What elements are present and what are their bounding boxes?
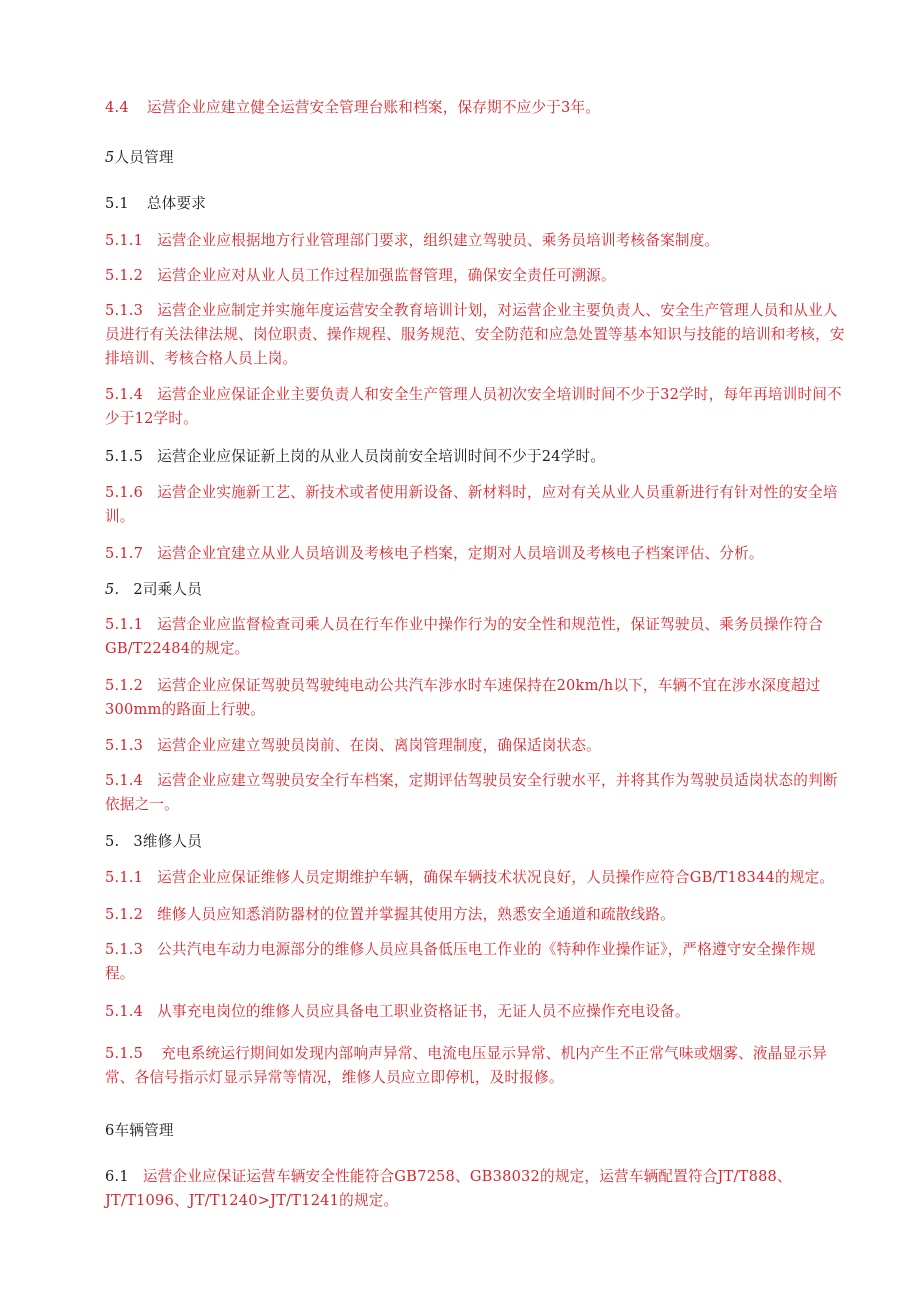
clause-4-4: 4.4 运营企业应建立健全运营安全管理台账和档案，保存期不应少于3年。 xyxy=(105,99,601,116)
clause-5-2-3: 5.1.3 运营企业应建立驾驶员岗前、在岗、离岗管理制度，确保适岗状态。 xyxy=(105,737,601,754)
clause-6-1: 6.1 运营企业应保证运营车辆安全性能符合GB7258、GB38032的规定，运营车辆配置符合JT/T888、JT/T1096、JT/T1240>JT/T1241的规定。 xyxy=(105,1168,792,1209)
clause-5-1-6: 5.1.6 运营企业实施新工艺、新技术或者使用新设备、新材料时，应对有关从业人员重新进行有针对性的安全培训。 xyxy=(105,484,838,525)
section-heading-5: 5人员管理 xyxy=(105,149,174,166)
clause-5-3-3: 5.1.3 公共汽电车动力电源部分的维修人员应具备低压电工作业的《特种作业操作证》，严格遵守安全操作规程。 xyxy=(105,941,816,982)
clause-5-1-1: 5.1.1 运营企业应根据地方行业管理部门要求，组织建立驾驶员、乘务员培训考核备案制度。 xyxy=(105,232,720,249)
clause-5-3-4: 5.1.4 从事充电岗位的维修人员应具备电工职业资格证书，无证人员不应操作充电设备。 xyxy=(105,1003,690,1020)
clause-5-1: 5.1 总体要求 xyxy=(105,195,206,212)
clause-5-3-5: 5.1.5 充电系统运行期间如发现内部响声异常、电流电压显示异常、机内产生不正常气味或烟雾、液晶显示异常、各信号指示灯显示异常等情况，维修人员应立即停机，及时报修。 xyxy=(105,1045,827,1086)
clause-5-1-4: 5.1.4 运营企业应保证企业主要负责人和安全生产管理人员初次安全培训时间不少于32学时，每年再培训时间不少于12学时。 xyxy=(105,386,842,427)
clause-5-1-3: 5.1.3 运营企业应制定并实施年度运营安全教育培训计划，对运营企业主要负责人、安全生产管理人员和从业人员进行有关法律法规、岗位职责、操作规程、服务规范、安全防范和应急处置等基本知识与技能的培训和考核，安排培训、考核合格人员上岗。 xyxy=(105,302,845,367)
clause-5-2-4: 5.1.4 运营企业应建立驾驶员安全行车档案，定期评估驾驶员安全行驶水平，并将其作为驾驶员适岗状态的判断依据之一。 xyxy=(105,772,838,813)
clause-5-3-1: 5.1.1 运营企业应保证维修人员定期维护车辆，确保车辆技术状况良好，人员操作应符合GB/T18344的规定。 xyxy=(105,869,835,886)
clause-5-1-7: 5.1.7 运营企业宜建立从业人员培训及考核电子档案，定期对人员培训及考核电子档案评估、分析。 xyxy=(105,545,764,562)
clause-5-3-2: 5.1.2 维修人员应知悉消防器材的位置并掌握其使用方法，熟悉安全通道和疏散线路。 xyxy=(105,906,675,923)
section-heading-6: 6车辆管理 xyxy=(105,1122,174,1139)
clause-5-1-2: 5.1.2 运营企业应对从业人员工作过程加强监督管理，确保安全责任可溯源。 xyxy=(105,267,616,284)
section-heading-5-3: 5. 3维修人员 xyxy=(105,833,202,850)
clause-5-2-1: 5.1.1 运营企业应监督检查司乘人员在行车作业中操作行为的安全性和规范性，保证驾驶员、乘务员操作符合GB/T22484的规定。 xyxy=(105,616,823,657)
clause-5-1-5: 5.1.5 运营企业应保证新上岗的从业人员岗前安全培训时间不少于24学时。 xyxy=(105,448,606,465)
clause-5-2-2: 5.1.2 运营企业应保证驾驶员驾驶纯电动公共汽车涉水时车速保持在20km/h以下，车辆不宜在涉水深度超过300mm的路面上行驶。 xyxy=(105,677,821,718)
section-heading-5-2: 5. 2司乘人员 xyxy=(105,581,202,598)
